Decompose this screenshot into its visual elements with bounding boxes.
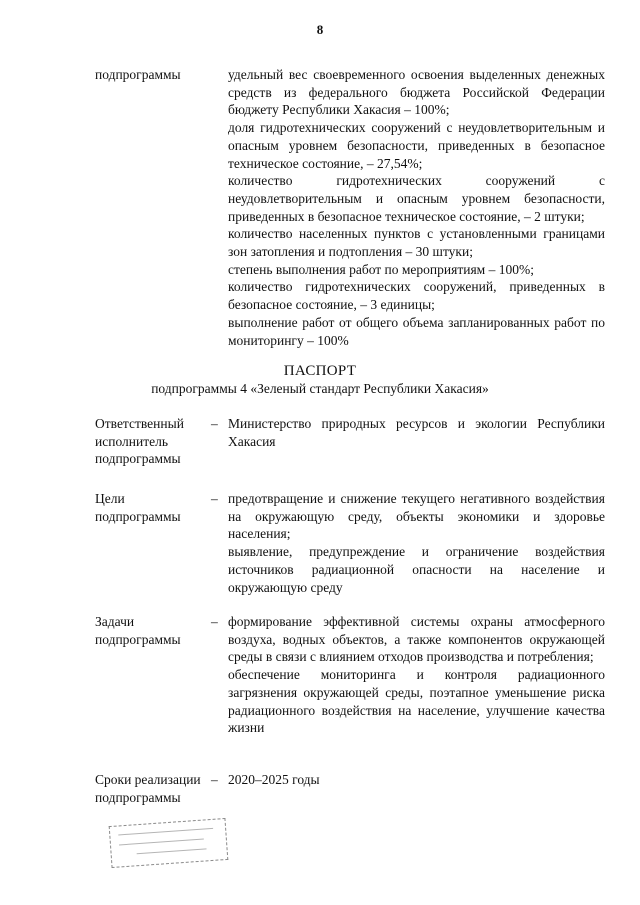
row-content xyxy=(228,490,605,596)
row-item: формирование эффективной системы охраны атмосферного воздуха, водных объектов, а также компонентов окружающей среды в связи с влиянием отходов производства и потребления; xyxy=(228,614,605,665)
stamp xyxy=(109,818,229,868)
row-label: Ответственный исполнитель подпрограммы xyxy=(95,416,184,467)
row-dash: – xyxy=(211,416,218,431)
stamp-line xyxy=(137,848,207,854)
passport-title: ПАСПОРТ xyxy=(283,363,357,379)
row-label: Задачи подпрограммы xyxy=(95,614,181,647)
continuation-label: подпрограммы xyxy=(95,67,181,82)
continuation-content xyxy=(228,66,605,349)
row-label: Цели подпрограммы xyxy=(95,491,181,524)
indicator-item: доля гидротехнических сооружений с неудовлетворительным и опасным уровнем безопасности, приведенных в безопасное техническое состояние, – 27,54%; xyxy=(228,120,605,171)
stamp-line xyxy=(118,828,213,836)
row-content xyxy=(228,613,605,737)
row-content xyxy=(228,415,605,450)
indicator-item: степень выполнения работ по мероприятиям – 100%; xyxy=(228,261,534,277)
row-dash: – xyxy=(211,614,218,629)
row-dash: – xyxy=(211,772,218,787)
row-item: выявление, предупреждение и ограничение воздействия источников радиационной опасности на население и окружающую среду xyxy=(228,544,605,595)
row-item: обеспечение мониторинга и контроля радиационного загрязнения окружающей среды, поэтапное уменьшение риска радиационного воздействия на население, улучшение качества жизни xyxy=(228,667,605,736)
row-content xyxy=(228,771,605,789)
row-label: Сроки реализации подпрограммы xyxy=(95,772,201,805)
passport-subtitle: подпрограммы 4 «Зеленый стандарт Республики Хакасия» xyxy=(151,381,489,396)
row-item: Министерство природных ресурсов и экологии Республики Хакасия xyxy=(228,416,605,449)
indicator-item: выполнение работ от общего объема запланированных работ по мониторингу – 100% xyxy=(228,314,605,348)
row-dash: – xyxy=(211,491,218,506)
stamp-line xyxy=(119,839,204,846)
indicator-item: количество населенных пунктов с установленными границами зон затопления и подтопления – 30 штуки; xyxy=(228,226,605,260)
indicator-item: удельный вес своевременного освоения выделенных денежных средств из федерального бюджета Российской Федерации бюджету Республики Хакасия – 100%; xyxy=(228,67,605,118)
row-item: предотвращение и снижение текущего негативного воздействия на окружающую среду, объекты экономики и здоровье населения; xyxy=(228,491,605,542)
indicator-item: количество гидротехнических сооружений, приведенных в безопасное состояние, – 3 единицы; xyxy=(228,279,605,313)
page-number: 8 xyxy=(316,22,324,37)
indicator-item: количество гидротехнических сооружений с неудовлетворительным и опасным уровнем безопасности, приведенных в безопасное техническое состояние, – 2 штуки; xyxy=(228,173,605,224)
row-item: 2020–2025 годы xyxy=(228,772,320,787)
